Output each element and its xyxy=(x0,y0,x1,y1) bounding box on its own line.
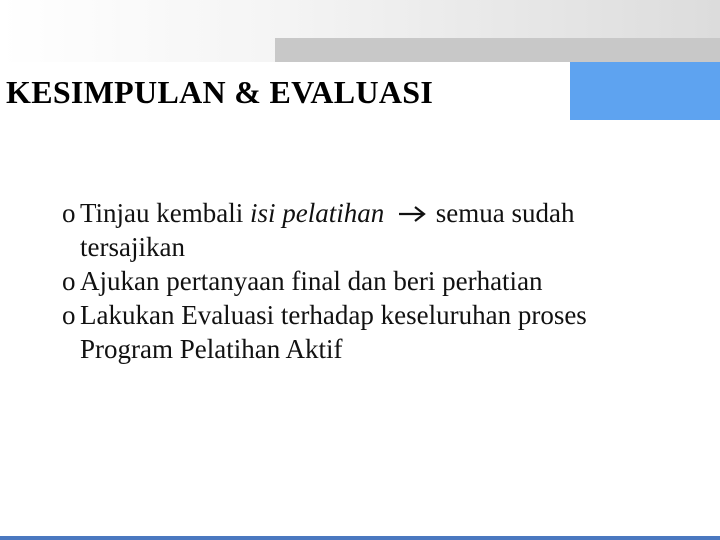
bullet-list xyxy=(62,196,682,366)
slide-title: KESIMPULAN & EVALUASI xyxy=(6,74,434,110)
bullet-1-text-after: semua sudah tersajikan xyxy=(80,198,575,262)
bullet-1-text-before: Tinjau kembali xyxy=(80,198,251,228)
bullet-1-italic-text: isi pelatihan xyxy=(250,198,385,228)
bullet-marker: o xyxy=(62,266,76,296)
footer-line xyxy=(0,536,720,540)
header-grey-bar xyxy=(275,38,720,62)
bullet-item-2 xyxy=(62,264,682,298)
bullet-marker: o xyxy=(62,300,76,330)
bullet-2-text: Ajukan pertanyaan final dan beri perhatian xyxy=(80,266,543,296)
bullet-3-text: Lakukan Evaluasi terhadap keseluruhan proses Program Pelatihan Aktif xyxy=(80,300,587,364)
bullet-item-3 xyxy=(62,298,682,366)
right-arrow-icon xyxy=(397,204,427,224)
bullet-marker: o xyxy=(62,198,76,228)
bullet-item-1 xyxy=(62,196,682,264)
